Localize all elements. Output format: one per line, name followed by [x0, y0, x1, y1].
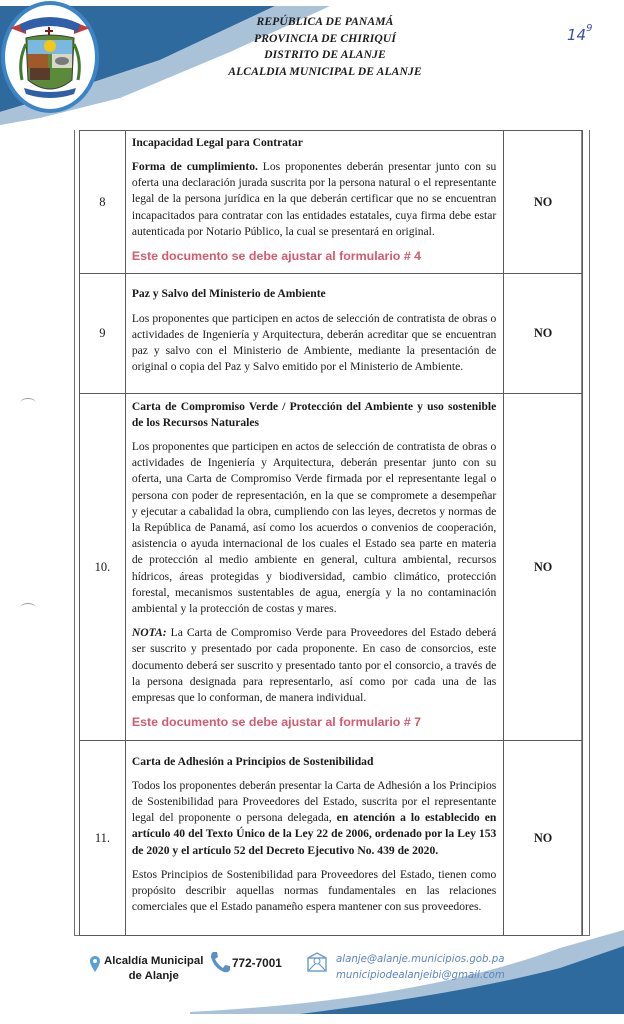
item-paragraph: Estos Principios de Sostenibilidad para Proveedores del Estado, tienen como propósito describir aquellas normas fundamentales en las relaciones comerciales que el Estado panameño espera mantener con sus proveedores.	[131, 867, 497, 914]
email-official: alanje@alanje.municipios.gob.pa	[336, 954, 505, 965]
item-note-paragraph	[132, 625, 496, 706]
item-paragraph: Los proponentes que participen en actos de selección de contratista de obras o actividades de Ingeniería y Arquitectura, deberán acreditar que se encuentran paz y salvo con el Ministerio de Ambiente, mediante la presentación de original o copia del Paz y Salvo emitido por el Ministerio de Ambiente.	[131, 311, 497, 374]
row-description	[125, 394, 503, 741]
page-number-sup: 9	[586, 23, 593, 34]
row-answer: NO	[504, 274, 583, 394]
row-answer: NO	[504, 131, 583, 274]
paragraph-text: Todos los proponentes deberán presentar la Carta de Adhesión a los Principios de Sostenibilidad para Proveedores del Estado, suscrita por el representante legal del proponente o persona delegada,	[131, 778, 497, 825]
row-number: 11.	[80, 741, 126, 936]
table-row	[80, 131, 583, 274]
row-description	[125, 131, 503, 274]
paragraph-text: La Carta de Compromiso Verde para Proveedores del Estado deberá ser suscrito y presentado por cada proponente. En caso de consorcios, este documento deberá ser suscrito y presentado tanto por el consorcio, a través de la persona designada para representarlo, así como por cada una de las empresas que lo conforman, de manera individual.	[131, 626, 497, 705]
form-reference-note: Este documento se debe ajustar al formulario # 4	[131, 249, 422, 263]
row-number: 8	[80, 131, 126, 274]
letterhead-footer	[0, 930, 624, 1024]
envelope-icon	[307, 952, 327, 972]
table-row	[80, 274, 583, 394]
legal-reference: en atención a lo establecido en artículo 40 del Texto Único de la Ley 22 de 2006, ordenado por la Ley 153 de 2020 y el artículo 52 del Decreto Ejecutivo No. 439 de 2020.	[131, 811, 497, 857]
header-line-alcaldia: ALCALDIA MUNICIPAL DE ALANJE	[228, 64, 422, 78]
handwritten-page-number	[567, 23, 593, 44]
table-row	[80, 741, 583, 936]
item-title: Paz y Salvo del Ministerio de Ambiente	[131, 287, 326, 301]
phone-icon	[210, 951, 230, 973]
item-title: Carta de Compromiso Verde / Protección del Ambiente y uso sostenible de los Recursos Naturales	[131, 399, 497, 429]
requirements-table-frame	[74, 130, 590, 936]
header-line-district: DISTRITO DE ALANJE	[264, 48, 386, 61]
row-answer: NO	[504, 394, 583, 741]
footer-wave-graphic	[0, 930, 624, 1024]
punch-hole-mark	[20, 398, 36, 408]
item-title: Incapacidad Legal para Contratar	[131, 135, 303, 149]
form-reference-note: Este documento se debe ajustar al formulario # 7	[131, 715, 422, 730]
row-description	[125, 741, 503, 936]
municipal-coat-of-arms-logo	[0, 0, 100, 114]
item-paragraph	[132, 159, 496, 240]
footer-location	[104, 954, 203, 984]
letterhead-title-block	[195, 14, 455, 80]
punch-hole-mark	[20, 603, 36, 613]
table-row	[80, 394, 583, 741]
paragraph-lead: Forma de cumplimiento.	[131, 159, 258, 173]
item-title: Carta de Adhesión a Principios de Sostenibilidad	[131, 754, 374, 768]
item-paragraph	[132, 778, 496, 859]
footer-emails	[336, 952, 505, 984]
item-paragraph: Los proponentes que participen en actos de selección de contratista de obras o actividades de Ingeniería y Arquitectura, deberán presentar junto con su oferta, una Carta de Compromiso Verde firmada por el representante legal o persona con poder de representación, en la que se compromete a desempeñar y ejecutar a cabalidad la obra, cumpliendo con las leyes, decretos y normas de la República de Panamá, así como los acuerdos o convenios de cooperación, asistencia o ayuda internacional de los cuales el Estado sea parte en materia de protección al medio ambiente en general, cultura ambiental, recursos hídricos, áreas protegidas y biodiversidad, cambio climático, protección forestal, mecanismos sustentables de agua, energía y la no contaminación ambiental y la protección de costas y mares.	[131, 439, 497, 615]
location-line-2: de Alanje	[128, 970, 179, 982]
requirements-table	[79, 130, 583, 936]
header-line-province: PROVINCIA DE CHIRIQUÍ	[254, 31, 396, 45]
email-gmail: municipiodealanjeibi@gmail.com	[336, 970, 505, 981]
letterhead-banner	[0, 0, 624, 130]
location-pin-icon	[90, 956, 100, 972]
location-line-1: Alcaldía Municipal	[104, 955, 204, 967]
note-label: NOTA:	[131, 626, 167, 640]
row-number: 9	[80, 274, 126, 394]
row-number: 10.	[80, 394, 126, 741]
paragraph-text: Los proponentes deberán presentar junto con su oferta una declaración jurada suscrita por la persona natural o el representante legal de la persona jurídica en la que deberán certificar que no se encuentran incapacitados para contratar con las entidades estatales, cuya firma debe estar autenticada por Notario Público, la cual se presentará en original.	[131, 159, 497, 238]
header-line-republic: REPÚBLICA DE PANAMÁ	[256, 15, 394, 28]
page-number-main: 14	[567, 26, 587, 44]
row-description	[125, 274, 503, 394]
footer-phone: 772-7001	[232, 956, 282, 970]
row-answer: NO	[504, 741, 583, 936]
